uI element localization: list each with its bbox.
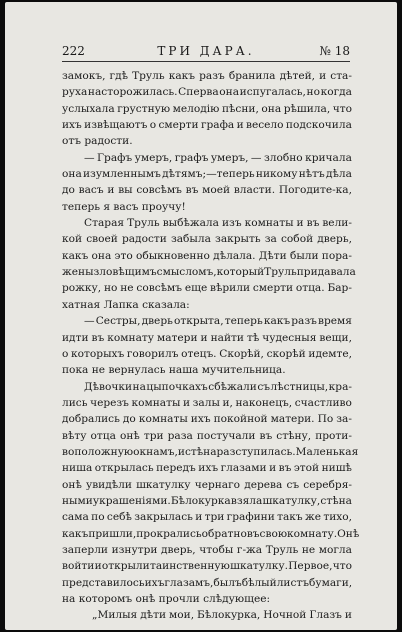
text-line: руха насторожилась. Сперва она испугалась, но когда (62, 86, 352, 99)
text-line: рожку, но не совсѣмъ еще вѣрили смерти отца. Бар- (62, 282, 352, 295)
text-line: о которыхъ говорилъ отецъ. Скорѣй, скорѣй идемте, (62, 347, 352, 360)
text-line: кой своей радости забыла закрыть за собой дверь, (62, 233, 352, 246)
text-line: представилось ихъ глазамъ, былъ бѣлый листъ бумаги, (62, 576, 353, 589)
text-line: добрались до комнаты ихъ покойной матери. По за- (62, 413, 352, 426)
header-rule (62, 61, 350, 62)
text-line: какъ она это обыкновенно дѣлала. Дѣти были пора- (62, 249, 352, 262)
page-number: 222 (62, 44, 85, 58)
text-line: онѣ увидѣли шкатулку чернаго дерева съ серебря- (62, 478, 352, 491)
text-line: войти и открыли таинственную шкатулку. Первое, что (62, 560, 352, 573)
text-line: идти въ комнату матери и найти тѣ чудесныя вещи, (62, 331, 352, 344)
text-line: воположную окнамъ, и стѣна разступилась. Маленькая (62, 445, 359, 458)
text-line: заперли изнутри дверь, чтобы г-жа Труль не могла (62, 543, 352, 556)
text-line: ихъ извѣщаютъ о смерти графа и весело подскочила (62, 119, 352, 132)
text-line: на которомъ онѣ прочли слѣдующее: (62, 593, 271, 605)
text-line: — Графъ умеръ, графъ умеръ, — злобно кричала (84, 151, 352, 164)
text-line: — Сестры, дверь открыта, теперь какъ разъ время (84, 315, 352, 328)
text-line: жены зловѣщимъ смысломъ, который Труль придавала (62, 266, 356, 279)
text-line: сама по себѣ закрылась и три графини такъ же тихо, (62, 511, 352, 524)
text-line: она изумленнымъ дѣтямъ;—теперь никому нѣтъ дѣла (62, 168, 352, 181)
page-header (62, 44, 350, 62)
text-line: теперь я васъ проучу! (62, 200, 186, 213)
text-line: какъ пришли, прокрались обратно въ свою комнату. Онѣ (62, 527, 360, 540)
issue-number: № 18 (319, 44, 350, 58)
running-title: ТРИ ДАРА. (157, 44, 255, 58)
text-line: до васъ и вы совсѣмъ въ моей власти. Погодите-ка, (62, 184, 352, 197)
text-line: пока не вернулась наша мучительница. (62, 364, 286, 377)
text-line: услыхала грустную мелодію пѣсни, она рѣшила, что (62, 102, 352, 115)
text-line: отъ радости. (62, 135, 133, 148)
text-line: ными украшеніями. Бѣлокурка взяла шкатулку, стѣна (62, 494, 352, 507)
text-line: Дѣвочки на цыпочкахъ сбѣжали съ лѣстницы, кра- (84, 380, 352, 393)
body-text (62, 68, 360, 624)
text-line: ниша открылась передъ ихъ глазами и въ этой нишѣ (62, 462, 352, 475)
text-line: лись черезъ комнаты и залы и, наконецъ, счастливо (62, 396, 352, 409)
text-line: хатная Лапка сказала: (62, 298, 190, 311)
text-line: вѣту отца онѣ три раза постучали въ стѣну, проти- (62, 429, 352, 442)
text-line: замокъ, гдѣ Труль какъ разъ бранила дѣтей, и ста- (62, 70, 352, 82)
text-line: „Милыя дѣти мои, Бѣлокурка, Ночной Глазъ и (92, 609, 352, 622)
text-line: Старая Труль выбѣжала изъ комнаты и въ вели- (84, 217, 352, 230)
